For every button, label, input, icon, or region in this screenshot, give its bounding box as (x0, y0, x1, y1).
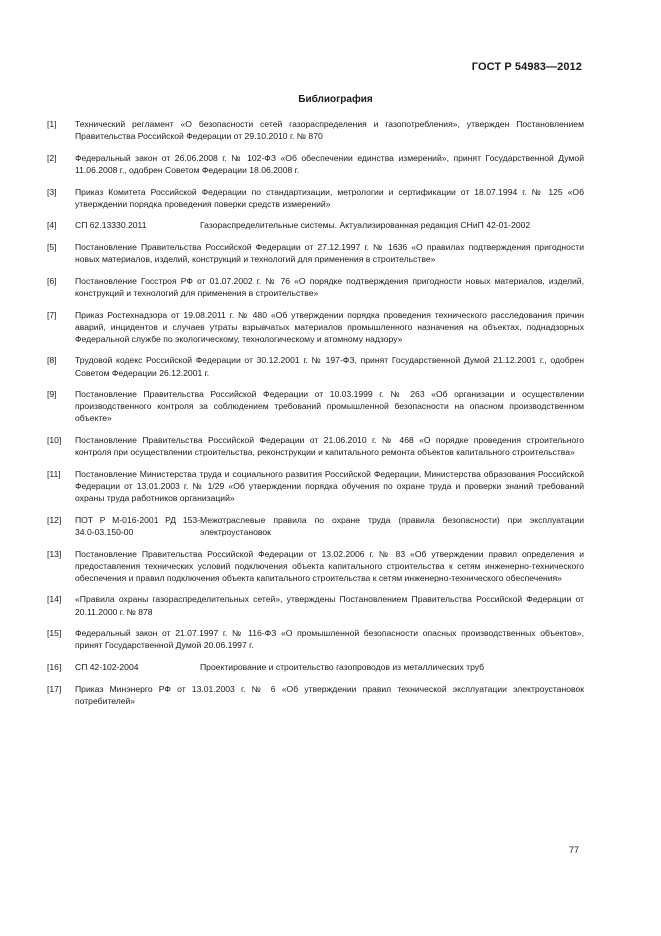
reference-number: [13] (47, 548, 62, 559)
reference-code: ПОТ Р М-016-2001 РД 153-34.0-03.150-00 (75, 514, 200, 537)
section-title: Библиография (298, 94, 373, 105)
reference-number: [15] (47, 628, 62, 639)
reference-text: Постановление Правительства Российской Федерации от 21.06.2010 г. № 468 «О порядке проведения строительного контроля при осуществлении строительства, реконструкции и капитального ремонта объектов капитального строительства» (75, 435, 584, 458)
reference-item (47, 683, 584, 707)
reference-item (47, 309, 584, 345)
reference-text: Постановление Правительства Российской Федерации от 10.03.1999 г. № 263 «Об организации и осуществлении производственного контроля за соблюдением требований промышленной безопасности на опасном производственном объекте» (75, 389, 584, 424)
reference-item (47, 514, 584, 538)
reference-text: «Правила охраны газораспределительных сетей», утверждены Постановлением Правительства Российской Федерации от 20.11.2000 г. № 878 (75, 594, 584, 617)
reference-description: Межотраслевые правила по охране труда (правила безопасности) при эксплуатации электроустановок (200, 514, 584, 537)
reference-item (47, 388, 584, 424)
reference-number: [1] (47, 119, 57, 129)
reference-number: [10] (47, 435, 62, 446)
reference-number: [14] (47, 594, 62, 605)
reference-code: СП 42-102-2004 (75, 662, 139, 672)
reference-number: [7] (47, 309, 57, 320)
reference-item (47, 548, 584, 584)
reference-number: [4] (47, 220, 57, 231)
bibliography-list (47, 118, 584, 716)
reference-item (47, 186, 584, 210)
reference-number: [5] (47, 242, 57, 253)
reference-number: [3] (47, 186, 57, 197)
reference-item (47, 275, 584, 299)
standard-designation: ГОСТ Р 54983—2012 (471, 61, 582, 73)
page-number: 77 (568, 845, 579, 855)
reference-text: Приказ Ростехнадзора от 19.08.2011 г. № 480 «Об утверждении порядка проведения технического расследования причин аварий, инцидентов и случаев утраты взрывчатых материалов промышленного назначения на объектах, поднадзорных Федеральной службе по экологическому, технологическому и атомному надзору» (75, 309, 584, 344)
reference-item (47, 219, 584, 231)
reference-number: [11] (47, 468, 61, 479)
reference-text: Федеральный закон от 26.06.2008 г. № 102-ФЗ «Об обеспечении единства измерений», принят Государственной Думой 11.06.2008 г., одобрен Советом Федерации 18.06.2008 г. (75, 152, 584, 175)
reference-description: Проектирование и строительство газопроводов из металлических труб (200, 662, 485, 672)
reference-number: [17] (47, 683, 62, 694)
reference-code: СП 62.13330.2011 (75, 220, 147, 231)
reference-number: [12] (47, 514, 62, 525)
reference-text: Приказ Минэнерго РФ от 13.01.2003 г. № 6 «Об утверждении правил технической эксплуатации электроустановок потребителей» (75, 683, 584, 706)
reference-item (47, 468, 584, 504)
reference-item (47, 434, 584, 458)
reference-number: [6] (47, 275, 57, 286)
reference-item (47, 354, 584, 378)
reference-item (47, 593, 584, 617)
reference-number: [8] (47, 355, 57, 366)
reference-text: Постановление Правительства Российской Федерации от 13.02.2006 г. № 83 «Об утверждении правил определения и предоставления технических условий подключения объекта капитального строительства к сетям инженерно-технического обеспечения и правил подключения объекта капитального строительства к сетям инженерно-технического обеспечения» (75, 548, 584, 583)
reference-item (47, 241, 584, 265)
reference-description: Газораспределительные системы. Актуализированная редакция СНиП 42-01-2002 (200, 220, 531, 231)
reference-text: Трудовой кодекс Российской Федерации от 30.12.2001 г. № 197-ФЗ, принят Государственной Думой 21.12.2001 г., одобрен Советом Федерации 26.12.2001 г. (75, 355, 584, 378)
reference-number: [16] (47, 662, 62, 672)
reference-text: Постановление Правительства Российской Федерации от 27.12.1997 г. № 1636 «О правилах подтверждения пригодности новых материалов, изделий, конструкций и технологий для применения в строительстве» (75, 242, 584, 265)
reference-item (47, 152, 584, 176)
reference-text: Федеральный закон от 21.07.1997 г. № 116-ФЗ «О промышленной безопасности опасных производственных объектов», принят Государственной Думой 20.06.1997 г. (75, 628, 584, 651)
reference-text: Постановление Госстроя РФ от 01.07.2002 г. № 76 «О порядке подтверждения пригодности новых материалов, изделий, конструкций и технологий для применения в строительстве» (75, 275, 584, 298)
reference-number: [2] (47, 152, 57, 163)
reference-text: Постановление Министерства труда и социального развития Российской Федерации, Министерства образования Российской Федерации от 13.01.2003 г. № 1/29 «Об утверждении порядка обучения по охране труда и проверки знаний требований охраны труда работников организаций» (75, 468, 584, 504)
reference-number: [9] (47, 389, 57, 400)
reference-item (47, 627, 584, 651)
reference-item (47, 118, 584, 142)
reference-item (47, 661, 584, 673)
reference-text: Технический регламент «О безопасности сетей газораспределения и газопотребления», утвержден Постановлением Правительства Российской Федерации от 29.10.2010 г. № 870 (75, 119, 584, 142)
reference-text: Приказ Комитета Российской Федерации по стандартизации, метрологии и сертификации от 18.07.1994 г. № 125 «Об утверждении порядка проведения поверки средств измерений» (75, 186, 584, 209)
